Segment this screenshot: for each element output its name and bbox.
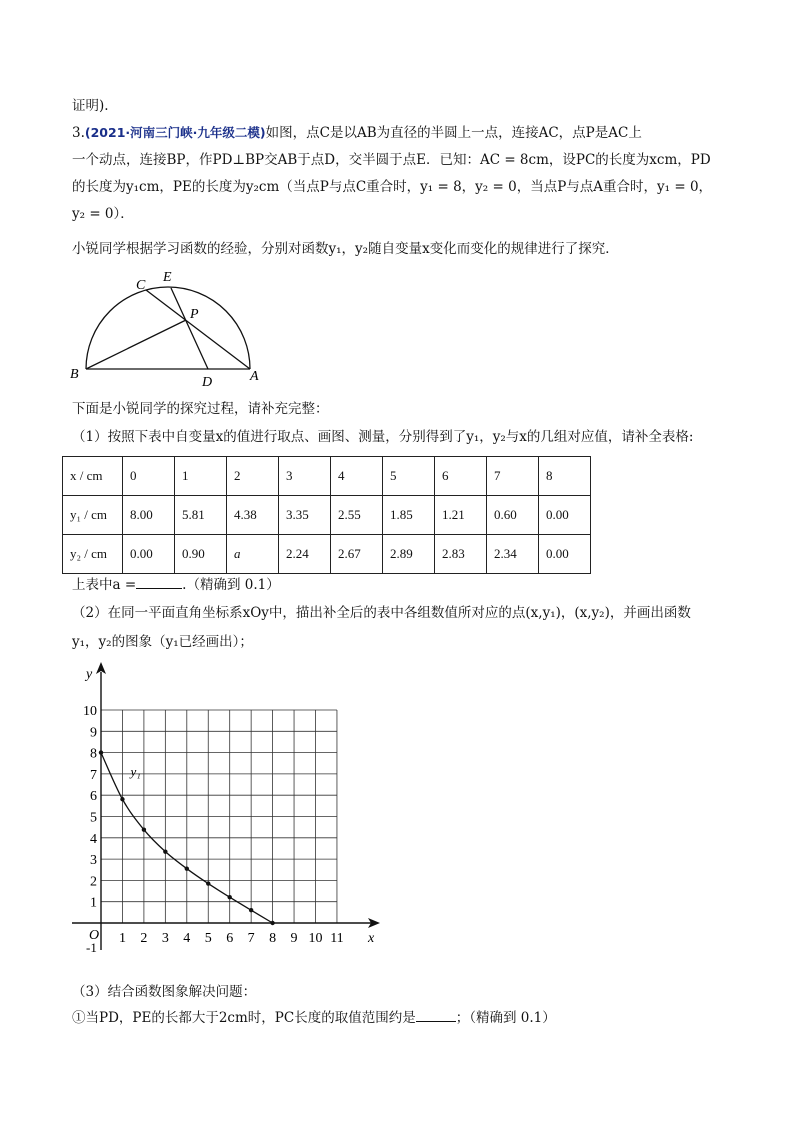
- chord-AC: [146, 290, 250, 369]
- part3-q1-prefix: ①当PD，PE的长都大于2cm时，PC长度的取值范围约是: [72, 1010, 416, 1026]
- part3-q1: [72, 1008, 556, 1027]
- x-tick-label: 11: [330, 931, 344, 946]
- table-cell: 2.24: [279, 535, 331, 574]
- table-row: [63, 457, 591, 496]
- data-table: [62, 456, 591, 574]
- label-D: D: [202, 375, 213, 390]
- answer-blank-a[interactable]: [136, 575, 182, 589]
- geometry-figure: [62, 262, 272, 392]
- data-point-y1: [142, 828, 146, 832]
- source-tag: (2021·河南三门峡·九年级二模): [84, 125, 266, 140]
- problem-line-5: 小锐同学根据学习函数的经验，分别对函数y₁，y₂随自变量x变化而变化的规律进行了探究．: [72, 241, 619, 257]
- table-cell: 0.00: [539, 496, 591, 535]
- label-C: C: [136, 278, 146, 293]
- x-axis-label: x: [368, 931, 375, 946]
- part3-heading: （3）结合函数图象解决问题：: [72, 984, 257, 1000]
- problem-number: 3.: [72, 125, 85, 141]
- neg-tick-label: -1: [86, 940, 97, 955]
- part3-q1-suffix: ；（精确到 0.1）: [455, 1010, 556, 1026]
- label-A: A: [250, 369, 259, 384]
- data-point-y1: [185, 866, 189, 870]
- x-tick-label: 1: [118, 931, 126, 946]
- table-note-prefix: 上表中a =: [72, 577, 137, 593]
- data-point-y1: [228, 895, 232, 899]
- problem-line-2: 一个动点，连接BP，作PD⊥BP交AB于点D，交半圆于点E．已知：AC = 8cm，设PC的长度为xcm，PD: [72, 152, 711, 168]
- table-cell: 1.85: [383, 496, 435, 535]
- table-cell: 0.00: [539, 535, 591, 574]
- series-label-y1: y₁: [130, 764, 141, 780]
- table-cell: 2.89: [383, 535, 435, 574]
- x-tick-label: 3: [161, 931, 169, 946]
- x-tick-label: 4: [183, 931, 191, 946]
- answer-blank-range[interactable]: [416, 1008, 456, 1022]
- data-point-y1: [163, 849, 167, 853]
- y-tick-label: 8: [90, 746, 97, 762]
- table-note: [72, 575, 280, 594]
- table-cell: 0.60: [487, 496, 539, 535]
- y-tick-label: 9: [90, 725, 97, 741]
- table-cell: 8: [539, 457, 591, 496]
- table-cell: 3.35: [279, 496, 331, 535]
- x-tick-label: 7: [247, 931, 255, 946]
- table-cell: 0.00: [123, 535, 175, 574]
- segment-ED: [171, 288, 208, 369]
- table-cell: 4: [331, 457, 383, 496]
- table-cell: 2.55: [331, 496, 383, 535]
- process-intro: 下面是小锐同学的探究过程，请补充完整：: [72, 401, 329, 417]
- x-tick-label: 8: [269, 931, 277, 946]
- x-tick-label: 5: [204, 931, 212, 946]
- table-cell: 4.38: [227, 496, 279, 535]
- data-point-y1: [99, 750, 103, 754]
- table-cell: 2.83: [435, 535, 487, 574]
- label-P: P: [190, 307, 199, 322]
- coordinate-chart: [60, 656, 400, 976]
- table-header-y2: y₂ / cm: [63, 535, 123, 574]
- y-tick-label: 7: [90, 767, 97, 783]
- top-fragment: 证明).: [72, 98, 109, 114]
- problem-text-1: 如图，点C是以AB为直径的半圆上一点，连接AC，点P是AC上: [265, 125, 642, 141]
- table-header-y1: y₁ / cm: [63, 496, 123, 535]
- table-note-suffix: .（精确到 0.1）: [182, 577, 280, 593]
- part2-line-2: y₁，y₂的图象（y₁已经画出）；: [72, 634, 253, 650]
- table-cell: 7: [487, 457, 539, 496]
- table-cell: 2.67: [331, 535, 383, 574]
- y-tick-label: 1: [90, 895, 97, 911]
- table-cell-unknown-a: a: [227, 535, 279, 574]
- table-cell: 2: [227, 457, 279, 496]
- x-tick-label: 2: [140, 931, 148, 946]
- data-point-y1: [270, 921, 274, 925]
- data-point-y1: [249, 908, 253, 912]
- table-cell: 1.21: [435, 496, 487, 535]
- origin-label: O: [89, 928, 100, 943]
- y-tick-label: 3: [90, 853, 97, 869]
- data-point-y1: [206, 881, 210, 885]
- table-cell: 1: [175, 457, 227, 496]
- label-E: E: [163, 270, 172, 285]
- table-row: [63, 535, 591, 574]
- x-tick-label: 6: [226, 931, 234, 946]
- table-cell: 0.90: [175, 535, 227, 574]
- part2-line-1: （2）在同一平面直角坐标系xOy中，描出补全后的表中各组数值所对应的点(x,y₁)，(x,y₂)，并画出函数: [72, 605, 691, 621]
- table-header-x: x / cm: [63, 457, 123, 496]
- y-tick-label: 6: [90, 789, 97, 805]
- table-cell: 0: [123, 457, 175, 496]
- y-tick-label: 5: [90, 810, 97, 826]
- part1-text: （1）按照下表中自变量x的值进行取点、画图、测量，分别得到了y₁，y₂与x的几组对应值，请补全表格:: [72, 429, 694, 445]
- problem-line-4: y₂ = 0）．: [72, 206, 134, 222]
- y-tick-label: 2: [90, 874, 97, 890]
- table-cell: 5.81: [175, 496, 227, 535]
- x-tick-label: 9: [290, 931, 298, 946]
- table-cell: 5: [383, 457, 435, 496]
- label-B: B: [70, 367, 79, 382]
- problem-line-1: [72, 124, 642, 142]
- table-cell: 6: [435, 457, 487, 496]
- y-tick-label: 4: [90, 831, 97, 847]
- table-cell: 3: [279, 457, 331, 496]
- table-row: [63, 496, 591, 535]
- problem-line-3: 的长度为y₁cm，PE的长度为y₂cm（当点P与点C重合时，y₁ = 8，y₂ = 0，当点P与点A重合时，y₁ = 0，: [72, 179, 713, 195]
- x-tick-label: 10: [308, 931, 323, 946]
- segment-BP: [86, 320, 186, 369]
- table-cell: 8.00: [123, 496, 175, 535]
- data-point-y1: [120, 797, 124, 801]
- y-axis-label: y: [86, 667, 93, 682]
- table-cell: 2.34: [487, 535, 539, 574]
- y-tick-label: 10: [83, 704, 97, 719]
